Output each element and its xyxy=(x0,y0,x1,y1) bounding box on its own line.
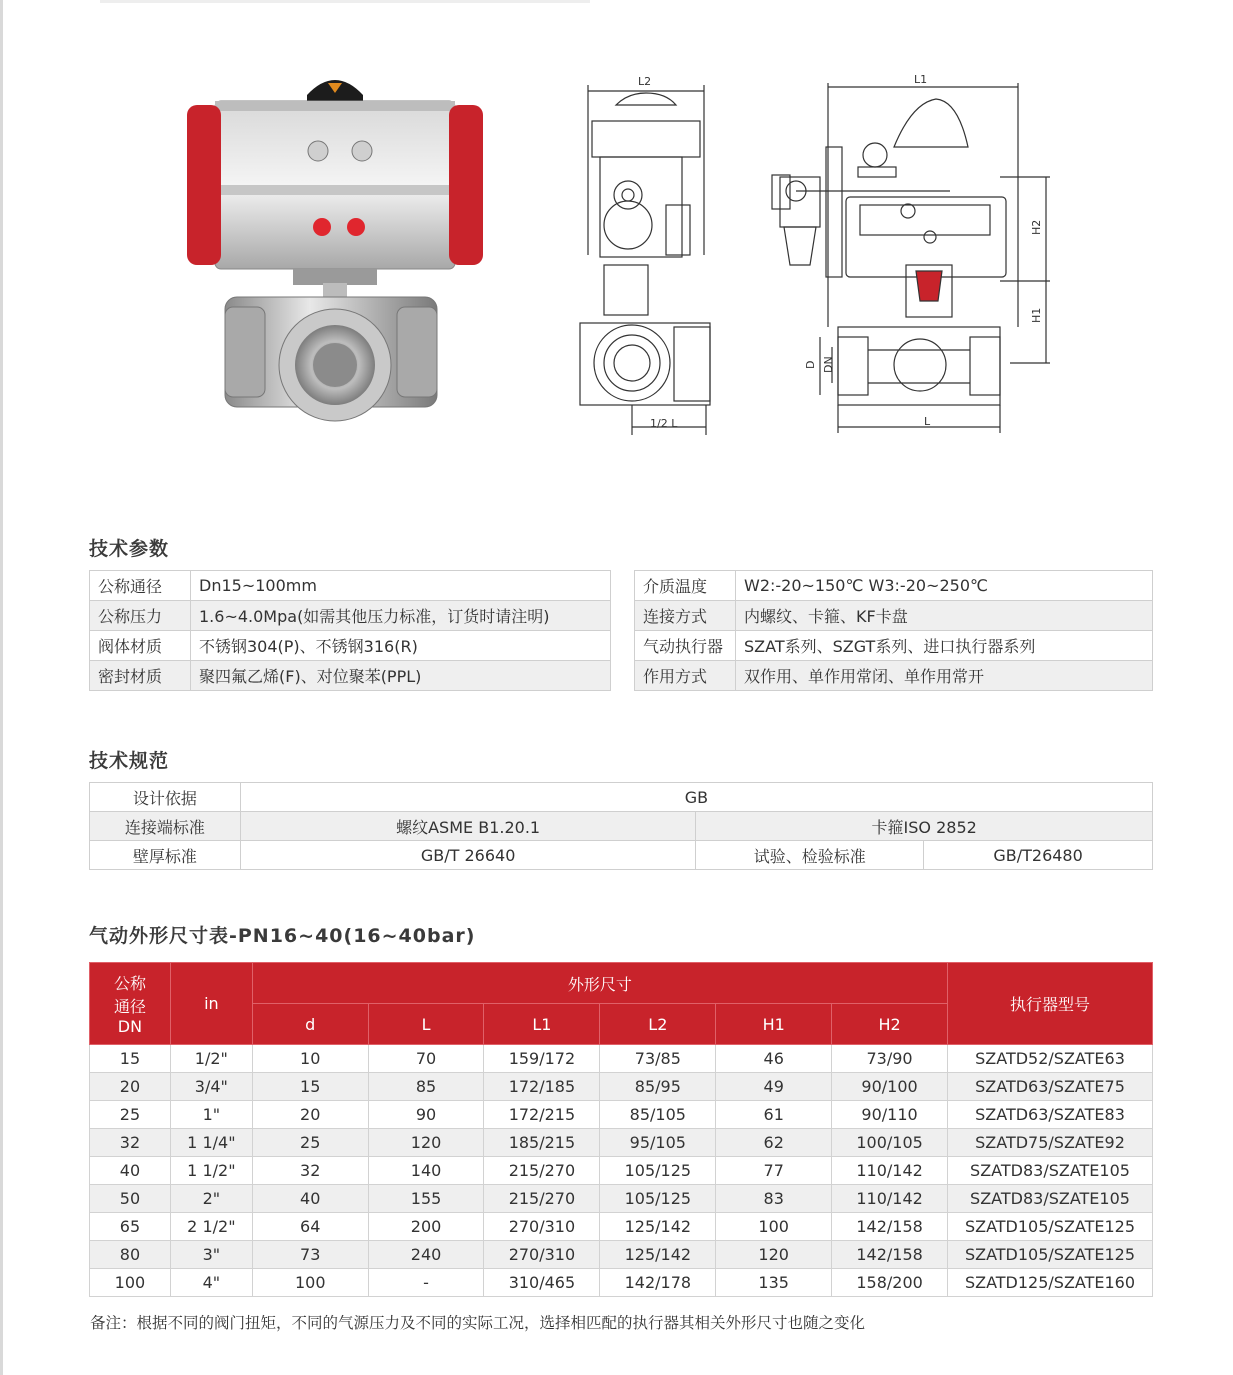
spec-key: 试验、检验标准 xyxy=(696,841,924,870)
table-cell: 1" xyxy=(170,1101,252,1129)
table-cell: 1/2" xyxy=(170,1045,252,1073)
param-value: 不锈钢304(P)、不锈钢316(R) xyxy=(191,631,611,661)
dim-label-h2: H2 xyxy=(1030,219,1043,235)
table-cell: 159/172 xyxy=(484,1045,600,1073)
header-col-l2: L2 xyxy=(600,1004,716,1045)
table-cell: 310/465 xyxy=(484,1269,600,1297)
dimension-table-body xyxy=(90,1045,1153,1297)
header-in: in xyxy=(170,963,252,1045)
table-cell: 140 xyxy=(368,1157,484,1185)
table-cell: 80 xyxy=(90,1241,171,1269)
table-cell: 185/215 xyxy=(484,1129,600,1157)
param-value: 1.6~4.0Mpa(如需其他压力标准，订货时请注明) xyxy=(191,601,611,631)
spec-table xyxy=(89,782,1153,870)
section-title-tech-params: 技术参数 xyxy=(89,538,170,560)
param-key: 阀体材质 xyxy=(90,631,191,661)
header-actuator-model: 执行器型号 xyxy=(948,963,1153,1045)
param-key: 作用方式 xyxy=(635,661,736,691)
table-cell: SZATD83/SZATE105 xyxy=(948,1185,1153,1213)
table-cell: 85/105 xyxy=(600,1101,716,1129)
table-cell: 20 xyxy=(90,1073,171,1101)
param-key: 气动执行器 xyxy=(635,631,736,661)
table-cell: 15 xyxy=(90,1045,171,1073)
header-col-d: d xyxy=(252,1004,368,1045)
table-cell: 110/142 xyxy=(832,1157,948,1185)
table-cell: SZATD83/SZATE105 xyxy=(948,1157,1153,1185)
page-left-rule xyxy=(0,0,3,1375)
table-row xyxy=(90,1213,1153,1241)
param-key: 连接方式 xyxy=(635,601,736,631)
table-row xyxy=(90,783,1153,812)
table-cell: 135 xyxy=(716,1269,832,1297)
table-cell: - xyxy=(368,1269,484,1297)
spec-value: 螺纹ASME B1.20.1 xyxy=(240,812,696,841)
table-cell: 64 xyxy=(252,1213,368,1241)
table-cell: 20 xyxy=(252,1101,368,1129)
param-key: 公称通径 xyxy=(90,571,191,601)
table-cell: 172/185 xyxy=(484,1073,600,1101)
table-cell: 2" xyxy=(170,1185,252,1213)
table-cell: 105/125 xyxy=(600,1157,716,1185)
spec-key: 壁厚标准 xyxy=(90,841,241,870)
table-cell: 215/270 xyxy=(484,1185,600,1213)
table-cell: 110/142 xyxy=(832,1185,948,1213)
param-value: Dn15~100mm xyxy=(191,571,611,601)
table-cell: 200 xyxy=(368,1213,484,1241)
table-cell: 120 xyxy=(716,1241,832,1269)
table-cell: 158/200 xyxy=(832,1269,948,1297)
param-key: 公称压力 xyxy=(90,601,191,631)
header-col-h2: H2 xyxy=(832,1004,948,1045)
table-row xyxy=(90,1073,1153,1101)
table-row xyxy=(90,1269,1153,1297)
table-cell: 62 xyxy=(716,1129,832,1157)
table-cell: 95/105 xyxy=(600,1129,716,1157)
table-cell: 90/100 xyxy=(832,1073,948,1101)
table-row xyxy=(90,1241,1153,1269)
dim-label-h1: H1 xyxy=(1030,307,1043,323)
table-row xyxy=(90,1045,1153,1073)
table-cell: 40 xyxy=(252,1185,368,1213)
table-cell: 85 xyxy=(368,1073,484,1101)
table-cell: 90 xyxy=(368,1101,484,1129)
spec-value: 卡箍ISO 2852 xyxy=(696,812,1153,841)
table-cell: SZATD105/SZATE125 xyxy=(948,1241,1153,1269)
spec-value: GB xyxy=(240,783,1152,812)
params-table-left xyxy=(89,570,611,691)
table-cell: 215/270 xyxy=(484,1157,600,1185)
valve-dimension-drawing xyxy=(570,65,1060,445)
table-row xyxy=(90,601,611,631)
table-cell: 142/158 xyxy=(832,1241,948,1269)
table-cell: 50 xyxy=(90,1185,171,1213)
spec-key: 连接端标准 xyxy=(90,812,241,841)
table-cell: 32 xyxy=(252,1157,368,1185)
table-cell: 1 1/4" xyxy=(170,1129,252,1157)
table-cell: 70 xyxy=(368,1045,484,1073)
header-dn-line2: 通径 xyxy=(113,997,146,1016)
param-value: 双作用、单作用常闭、单作用常开 xyxy=(736,661,1153,691)
table-cell: 46 xyxy=(716,1045,832,1073)
table-cell: 40 xyxy=(90,1157,171,1185)
table-cell: 1 1/2" xyxy=(170,1157,252,1185)
table-cell: 3/4" xyxy=(170,1073,252,1101)
table-cell: 100/105 xyxy=(832,1129,948,1157)
param-key: 介质温度 xyxy=(635,571,736,601)
table-cell: 105/125 xyxy=(600,1185,716,1213)
table-row xyxy=(90,1101,1153,1129)
table-cell: 25 xyxy=(90,1101,171,1129)
table-cell: 25 xyxy=(252,1129,368,1157)
table-cell: 2 1/2" xyxy=(170,1213,252,1241)
table-cell: SZATD63/SZATE75 xyxy=(948,1073,1153,1101)
table-cell: SZATD52/SZATE63 xyxy=(948,1045,1153,1073)
table-cell: 73/85 xyxy=(600,1045,716,1073)
table-cell: 61 xyxy=(716,1101,832,1129)
table-cell: 32 xyxy=(90,1129,171,1157)
table-row xyxy=(90,1157,1153,1185)
table-row xyxy=(90,631,611,661)
dimension-table xyxy=(89,962,1153,1297)
table-cell: 240 xyxy=(368,1241,484,1269)
dim-label-d: D xyxy=(804,360,817,369)
table-cell: 120 xyxy=(368,1129,484,1157)
section-title-dim-table: 气动外形尺寸表-PN16~40(16~40bar) xyxy=(89,925,476,947)
table-cell: SZATD105/SZATE125 xyxy=(948,1213,1153,1241)
table-cell: 90/110 xyxy=(832,1101,948,1129)
table-cell: 155 xyxy=(368,1185,484,1213)
table-cell: 270/310 xyxy=(484,1213,600,1241)
table-cell: 142/158 xyxy=(832,1213,948,1241)
param-key: 密封材质 xyxy=(90,661,191,691)
table-cell: 83 xyxy=(716,1185,832,1213)
table-cell: 4" xyxy=(170,1269,252,1297)
table-cell: 100 xyxy=(716,1213,832,1241)
table-cell: 77 xyxy=(716,1157,832,1185)
header-dn xyxy=(90,963,171,1045)
param-value: SZAT系列、SZGT系列、进口执行器系列 xyxy=(736,631,1153,661)
table-cell: 3" xyxy=(170,1241,252,1269)
page-top-rule xyxy=(100,0,590,3)
table-cell: 270/310 xyxy=(484,1241,600,1269)
param-value: W2:-20~150℃ W3:-20~250℃ xyxy=(736,571,1153,601)
table-row xyxy=(635,571,1153,601)
footnote: 备注：根据不同的阀门扭矩，不同的气源压力及不同的实际工况，选择相匹配的执行器其相关外形尺寸也随之变化 xyxy=(90,1314,866,1332)
table-cell: SZATD125/SZATE160 xyxy=(948,1269,1153,1297)
table-cell: 100 xyxy=(252,1269,368,1297)
dim-label-l: L xyxy=(924,415,931,428)
table-cell: 49 xyxy=(716,1073,832,1101)
table-row xyxy=(90,661,611,691)
table-cell: SZATD63/SZATE83 xyxy=(948,1101,1153,1129)
table-cell: 73 xyxy=(252,1241,368,1269)
table-row xyxy=(635,601,1153,631)
dim-label-l1: L1 xyxy=(914,73,928,86)
table-row xyxy=(90,571,611,601)
table-cell: 125/142 xyxy=(600,1213,716,1241)
header-dn-line3: DN xyxy=(117,1017,143,1036)
header-col-l1: L1 xyxy=(484,1004,600,1045)
spec-key: 设计依据 xyxy=(90,783,241,812)
table-cell: 10 xyxy=(252,1045,368,1073)
table-row xyxy=(90,812,1153,841)
table-row xyxy=(90,1129,1153,1157)
dim-label-dn: DN xyxy=(822,356,835,373)
header-outer-dimensions: 外形尺寸 xyxy=(252,963,947,1004)
table-row xyxy=(635,661,1153,691)
table-cell: 142/178 xyxy=(600,1269,716,1297)
spec-value: GB/T26480 xyxy=(924,841,1153,870)
table-cell: 73/90 xyxy=(832,1045,948,1073)
dim-label-half-l: 1/2 L xyxy=(650,417,678,430)
table-cell: 172/215 xyxy=(484,1101,600,1129)
dim-label-l2: L2 xyxy=(638,75,652,88)
table-row xyxy=(635,631,1153,661)
table-row xyxy=(90,841,1153,870)
header-dn-line1: 公称 xyxy=(113,974,146,993)
table-cell: 85/95 xyxy=(600,1073,716,1101)
table-cell: 65 xyxy=(90,1213,171,1241)
param-value: 内螺纹、卡箍、KF卡盘 xyxy=(736,601,1153,631)
section-title-tech-spec: 技术规范 xyxy=(89,750,170,772)
valve-product-photo xyxy=(185,65,485,440)
param-value: 聚四氟乙烯(F)、对位聚苯(PPL) xyxy=(191,661,611,691)
table-cell: 125/142 xyxy=(600,1241,716,1269)
header-col-h1: H1 xyxy=(716,1004,832,1045)
params-table-right xyxy=(634,570,1153,691)
spec-value: GB/T 26640 xyxy=(240,841,696,870)
table-row xyxy=(90,1185,1153,1213)
table-cell: SZATD75/SZATE92 xyxy=(948,1129,1153,1157)
table-cell: 15 xyxy=(252,1073,368,1101)
header-col-l: L xyxy=(368,1004,484,1045)
table-cell: 100 xyxy=(90,1269,171,1297)
